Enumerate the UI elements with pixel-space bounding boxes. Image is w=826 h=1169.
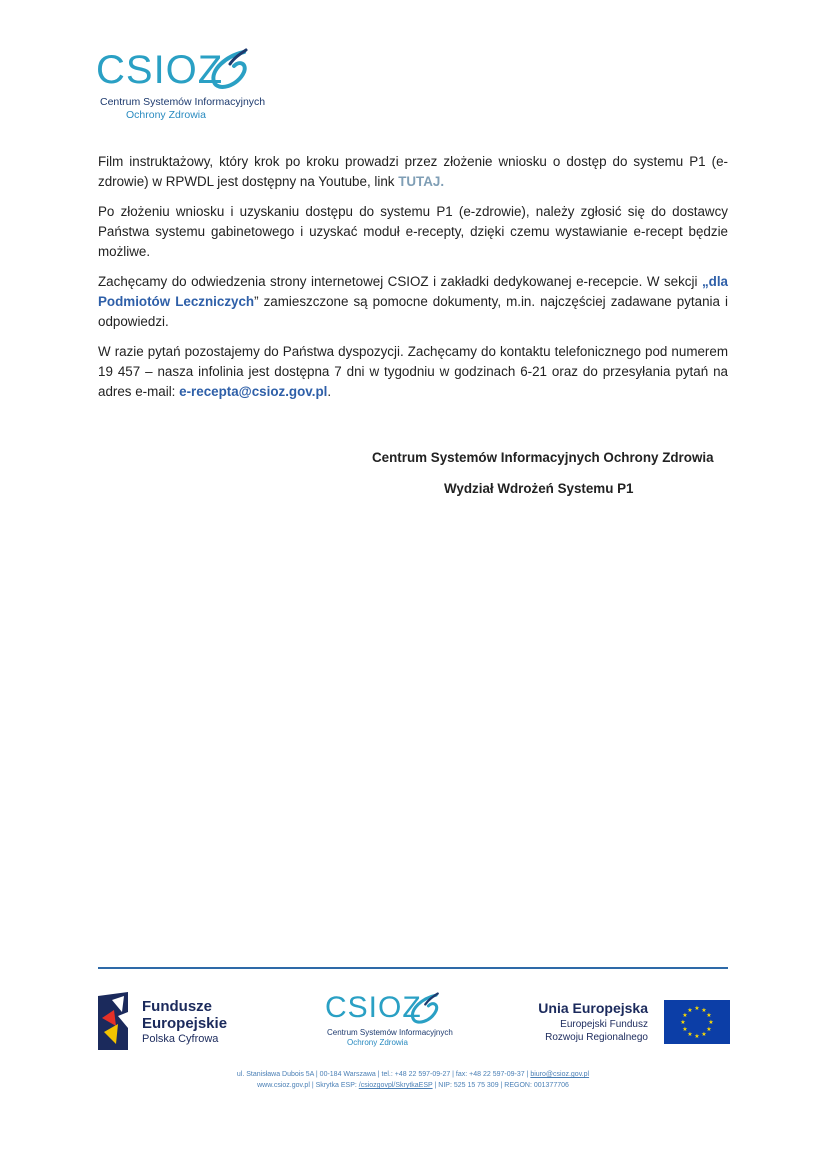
- paragraph-3: Zachęcamy do odwiedzenia strony internetowej CSIOZ i zakładki dedykowanej e-recepcie. W sekcji „dla Podmiotów Leczniczych” zamieszczone są pomocne dokumenty, m.in. najczęściej zadawane pytania i odpowiedzi.: [98, 274, 728, 329]
- footer-logo-subtitle-1: Centrum Systemów Informacyjnych: [327, 1028, 453, 1037]
- svg-text:★: ★: [701, 1007, 707, 1014]
- paragraph-1: Film instruktażowy, który krok po kroku prowadzi przez złożenie wniosku o dostęp do systemu P1 (e-zdrowie) w RPWDL jest dostępny na Youtube, link TUTAJ.: [98, 154, 728, 189]
- eu-subtitle-2: Rozwoju Regionalnego: [545, 1032, 648, 1043]
- signature-department: Wydział Wdrożeń Systemu P1: [444, 481, 634, 496]
- signature-organization: Centrum Systemów Informacyjnych Ochrony Zdrowia: [372, 450, 714, 465]
- eu-subtitle-1: Europejski Fundusz: [560, 1019, 648, 1030]
- svg-text:★: ★: [682, 1012, 688, 1019]
- footer-logo-wordmark: CSIOZ: [325, 991, 422, 1024]
- eu-title: Unia Europejska: [538, 1000, 648, 1016]
- footer-address-line-2: www.csioz.gov.pl | Skrytka ESP: /csiozgovpl/SkrytkaESP | NIP: 525 15 75 309 | REGON: 001377706: [257, 1082, 569, 1089]
- csioz-footer-logo: [325, 991, 453, 1050]
- svg-text:★: ★: [706, 1012, 712, 1019]
- footer-swoosh-icon: [405, 992, 441, 1026]
- swoosh-icon: [204, 48, 250, 92]
- svg-text:★: ★: [708, 1019, 714, 1026]
- footer-email-link[interactable]: biuro@csioz.gov.pl: [530, 1071, 590, 1078]
- svg-text:★: ★: [701, 1031, 707, 1038]
- logo-subtitle-2: Ochrony Zdrowia: [126, 109, 206, 121]
- csioz-logo: [96, 48, 266, 122]
- letter-body: [98, 152, 728, 412]
- svg-text:★: ★: [706, 1026, 712, 1033]
- logo-subtitle-1: Centrum Systemów Informacyjnych: [100, 96, 266, 108]
- footer-address-line-1: ul. Stanisława Dubois 5A | 00-184 Warszawa | tel.: +48 22 597-09-27 | fax: +48 22 597-09-37 | biuro@csioz.gov.pl: [236, 1071, 590, 1078]
- fe-title-1: Fundusze: [142, 998, 212, 1015]
- podmioty-lecznicze-link[interactable]: dla Podmiotów Leczniczych: [98, 274, 728, 309]
- paragraph-4: W razie pytań pozostajemy do Państwa dyspozycji. Zachęcamy do kontaktu telefonicznego pod numerem 19 457 – nasza infolinia jest dostępna 7 dni w tygodniu w godzinach 6-21 oraz do przesyłania pytań na adres e-mail: e-recepta@csioz.gov.pl.: [98, 344, 728, 399]
- eu-logo: [520, 998, 730, 1048]
- footer-esp-link[interactable]: /csiozgovpl/SkrytkaESP: [358, 1082, 433, 1089]
- svg-text:★: ★: [682, 1026, 688, 1033]
- footer-divider: [98, 967, 728, 969]
- tutaj-link[interactable]: TUTAJ: [398, 174, 441, 189]
- eu-flag-icon: [664, 1000, 730, 1044]
- fe-title-2: Europejskie: [142, 1015, 228, 1032]
- fe-flag-icon: [98, 992, 132, 1052]
- fundusze-europejskie-logo: [98, 992, 248, 1052]
- svg-text:★: ★: [694, 1005, 700, 1012]
- footer-logo-subtitle-2: Ochrony Zdrowia: [347, 1038, 408, 1047]
- email-link[interactable]: e-recepta@csioz.gov.pl: [179, 384, 328, 399]
- svg-text:★: ★: [687, 1031, 693, 1038]
- svg-text:★: ★: [680, 1019, 686, 1026]
- svg-text:★: ★: [687, 1007, 693, 1014]
- paragraph-2: Po złożeniu wniosku i uzyskaniu dostępu do systemu P1 (e-zdrowie), należy zgłosić się do dostawcy Państwa systemu gabinetowego i uzyskać moduł e-recepty, dzięki czemu wystawianie e-recept będzie możliwe.: [98, 204, 728, 259]
- logo-wordmark: CSIOZ: [96, 48, 224, 92]
- svg-text:★: ★: [694, 1033, 700, 1040]
- fe-subtitle: Polska Cyfrowa: [142, 1033, 219, 1045]
